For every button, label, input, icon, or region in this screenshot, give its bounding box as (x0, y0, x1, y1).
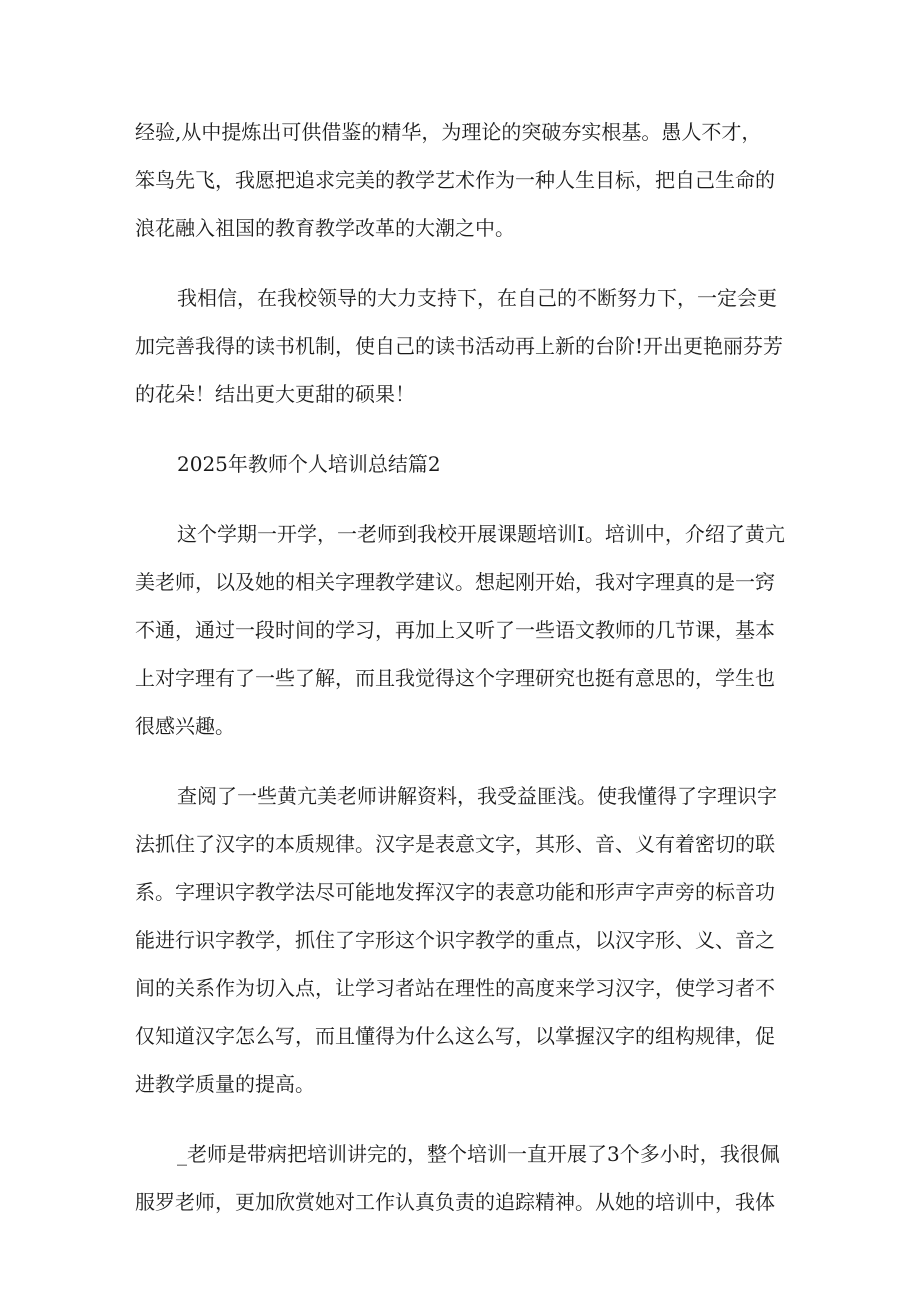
paragraph-1-line-3 (0, 210, 920, 246)
text-line: 美老师，以及她的相关字理教学建议。想起刚开始，我对字理真的是一窍 (135, 570, 775, 594)
paragraph-1-line-2 (0, 162, 920, 198)
text-line: 能进行识字教学，抓住了字形这个识字教学的重点，以汉字形、义、音之 (135, 928, 775, 952)
section-title: 2025年教师个人培训总结篇2 (177, 452, 441, 476)
paragraph-4-line-6 (0, 1018, 920, 1054)
paragraph-2-line-3 (0, 376, 920, 412)
section-heading (0, 446, 920, 482)
text-line: 浪花融入祖国的教育教学改革的大潮之中。 (135, 216, 515, 240)
text-line: 经验,从中提炼出可供借鉴的精华，为理论的突破夯实根基。愚人不才， (135, 120, 762, 144)
paragraph-3-line-5 (0, 708, 920, 744)
paragraph-3-line-1 (0, 516, 920, 552)
text-line: 上对字理有了一些了解，而且我觉得这个字理研究也挺有意思的，学生也 (135, 666, 775, 690)
paragraph-1-line-1 (0, 114, 920, 150)
paragraph-3-line-2 (0, 564, 920, 600)
text-line: 很感兴趣。 (135, 714, 235, 738)
text-line: 加完善我得的读书机制，使自己的读书活动再上新的台阶!开出更艳丽芬芳 (135, 334, 784, 358)
text-line: _老师是带病把培训讲完的，整个培训一直开展了3个多小时，我很佩 (177, 1142, 780, 1166)
text-line: 服罗老师，更加欣赏她对工作认真负责的追踪精神。从她的培训中，我体 (135, 1190, 775, 1214)
text-line: 仅知道汉字怎么写，而且懂得为什么这么写，以掌握汉字的组构规律，促 (135, 1024, 775, 1048)
text-line: 的花朵！结出更大更甜的硕果！ (135, 382, 415, 406)
paragraph-3-line-4 (0, 660, 920, 696)
paragraph-4-line-2 (0, 826, 920, 862)
paragraph-5-line-1 (0, 1136, 920, 1172)
paragraph-4-line-7 (0, 1066, 920, 1102)
paragraph-3-line-3 (0, 612, 920, 648)
text-line: 间的关系作为切入点，让学习者站在理性的高度来学习汉字，使学习者不 (135, 976, 775, 1000)
paragraph-4-line-5 (0, 970, 920, 1006)
text-line: 进教学质量的提高。 (135, 1072, 315, 1096)
paragraph-2-line-2 (0, 328, 920, 364)
text-line: 法抓住了汉字的本质规律。汉字是表意文字，其形、音、义有着密切的联 (135, 832, 775, 856)
text-line: 笨鸟先飞，我愿把追求完美的教学艺术作为一种人生目标，把自己生命的 (135, 168, 775, 192)
text-line: 查阅了一些黄亢美老师讲解资料，我受益匪浅。使我懂得了字理识字 (177, 784, 777, 808)
text-line: 不通，通过一段时间的学习，再加上又听了一些语文教师的几节课，基本 (135, 618, 775, 642)
paragraph-5-line-2 (0, 1184, 920, 1220)
text-line: 这个学期一开学，一老师到我校开展课题培训I。培训中，介绍了黄亢 (177, 522, 785, 546)
text-line: 我相信，在我校领导的大力支持下，在自己的不断努力下，一定会更 (177, 286, 777, 310)
paragraph-4-line-1 (0, 778, 920, 814)
paragraph-4-line-4 (0, 922, 920, 958)
paragraph-2-line-1 (0, 280, 920, 316)
paragraph-4-line-3 (0, 874, 920, 910)
text-line: 系。字理识字教学法尽可能地发挥汉字的表意功能和形声字声旁的标音功 (135, 880, 775, 904)
